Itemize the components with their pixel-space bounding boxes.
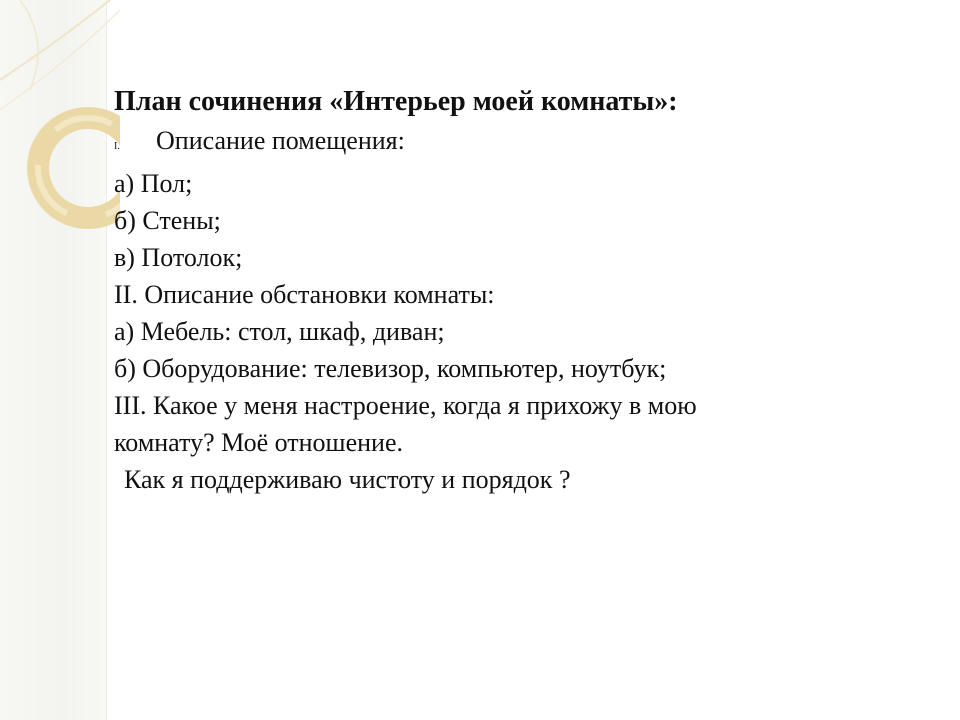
- plan-line: а) Пол;: [114, 169, 193, 198]
- plan-line: б) Стены;: [114, 206, 221, 235]
- section-1-text: Описание помещения:: [156, 126, 405, 155]
- plan-line: III. Какое у меня настроение, когда я прихожу в мою: [114, 391, 697, 420]
- plan-line: б) Оборудование: телевизор, компьютер, ноутбук;: [114, 354, 667, 383]
- plan-last-line: Как я поддерживаю чистоту и порядок ?: [124, 465, 571, 494]
- slide-title: План сочинения «Интерьер моей комнаты»:: [114, 86, 678, 117]
- section-1-number: I.: [114, 141, 120, 152]
- plan-line: а) Мебель: стол, шкаф, диван;: [114, 317, 445, 346]
- plan-line: комнату? Моё отношение.: [114, 428, 403, 457]
- slide-content: [114, 82, 934, 498]
- plan-line: II. Описание обстановки комнаты:: [114, 280, 495, 309]
- section-1: [114, 122, 934, 165]
- plan-line: в) Потолок;: [114, 243, 243, 272]
- decorative-ring-graphic: [0, 0, 120, 260]
